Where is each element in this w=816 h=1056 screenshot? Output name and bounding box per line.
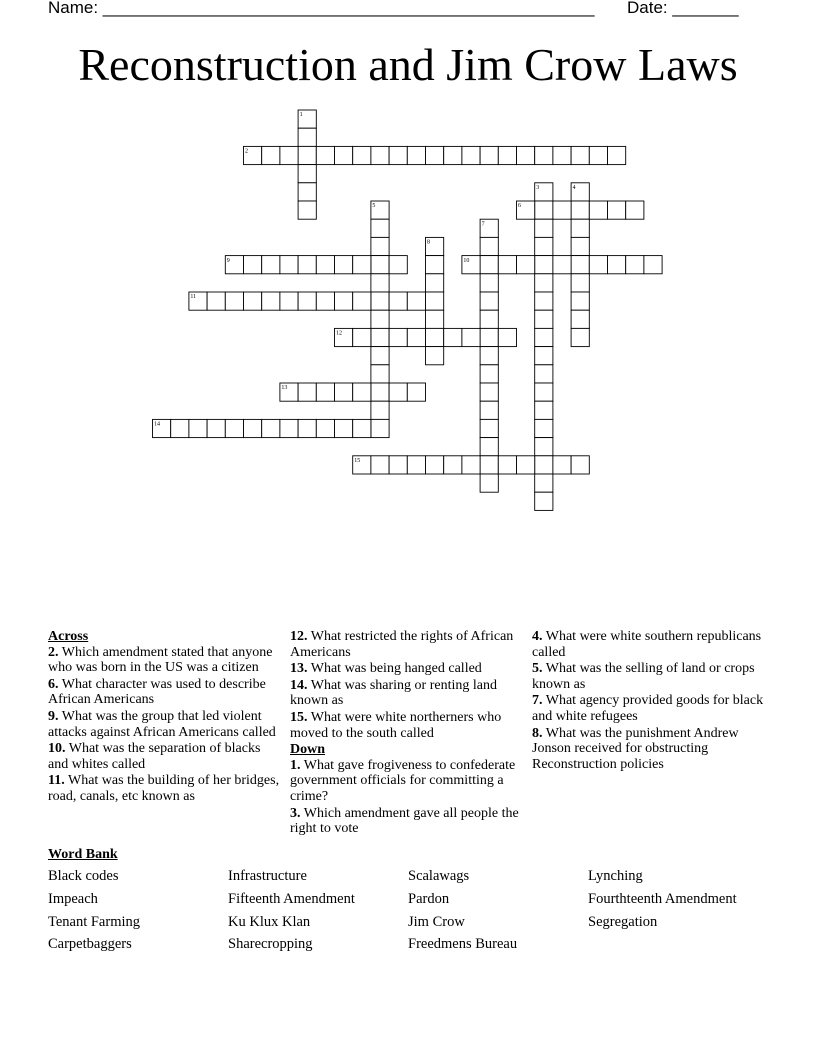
crossword-cell[interactable]: [444, 456, 462, 474]
clue-across-11: 11. What was the building of her bridges, road, canals, etc known as: [48, 773, 280, 804]
crossword-cell[interactable]: [480, 292, 498, 310]
clue-down-4: 4. What were white southern republicans called: [532, 629, 762, 660]
clue-across-9: 9. What was the group that led violent attacks against African Americans called: [48, 708, 276, 740]
crossword-cell[interactable]: [480, 474, 498, 492]
crossword-cell[interactable]: [426, 328, 444, 346]
crossword-cell[interactable]: [571, 201, 589, 219]
crossword-cell[interactable]: [353, 419, 371, 437]
across-heading: Across: [48, 629, 89, 644]
clue-number-label: 9: [226, 257, 230, 264]
crossword-cell[interactable]: [407, 383, 425, 401]
clue-across-6: 6. What character was used to describe African Americans: [48, 676, 266, 708]
crossword-cell[interactable]: [371, 310, 389, 328]
clues-column-1: [48, 629, 282, 806]
crossword-cell[interactable]: [335, 383, 353, 401]
crossword-cell[interactable]: [498, 146, 516, 164]
crossword-cell[interactable]: [589, 201, 607, 219]
crossword-cell[interactable]: [480, 146, 498, 164]
clue-down-8: 8. What was the punishment Andrew Jonson received for obstructing Reconstruction policies: [532, 725, 739, 772]
crossword-cell[interactable]: [389, 256, 407, 274]
crossword-cell[interactable]: [480, 365, 498, 383]
crossword-cell[interactable]: [389, 328, 407, 346]
crossword-cell[interactable]: [316, 146, 334, 164]
clue-across-10: 10. What was the separation of blacks and whites called: [48, 741, 261, 772]
clue-across-14: 14. What was sharing or renting land known as: [290, 677, 497, 709]
clue-down-1: 1. What gave frogiveness to confederate government officials for committing a crime?: [290, 757, 516, 804]
crossword-cell[interactable]: [189, 419, 207, 437]
crossword-cell[interactable]: [589, 146, 607, 164]
clue-across-12: 12. What restricted the rights of African Americans: [290, 629, 514, 660]
crossword-cell[interactable]: [335, 419, 353, 437]
clues-column-3: [532, 629, 768, 773]
word-bank-item: Jim Crow: [408, 914, 465, 930]
crossword-cell[interactable]: [480, 237, 498, 255]
date-field-label: Date: _______: [627, 0, 739, 17]
crossword-cell[interactable]: [335, 146, 353, 164]
crossword-cell[interactable]: [371, 383, 389, 401]
clues-column-2: [290, 629, 522, 838]
clue-number-label: 12: [336, 330, 342, 337]
crossword-cell[interactable]: [462, 146, 480, 164]
crossword-cell[interactable]: [371, 237, 389, 255]
crossword-cell[interactable]: [480, 328, 498, 346]
clue-number-label: 3: [536, 185, 540, 191]
word-bank-item: Black codes: [48, 868, 119, 884]
word-bank-item: Scalawags: [408, 868, 470, 884]
clue-number-label: 5: [372, 203, 376, 210]
word-bank-heading: Word Bank: [48, 847, 118, 862]
down-heading: Down: [290, 742, 326, 758]
clue-number-label: 13: [281, 385, 288, 392]
crossword-cell[interactable]: [353, 256, 371, 274]
crossword-cell[interactable]: [571, 456, 589, 474]
word-bank-item: Segregation: [588, 914, 658, 930]
crossword-cell[interactable]: [225, 419, 243, 437]
crossword-cell[interactable]: [553, 201, 571, 219]
crossword-cell[interactable]: [280, 292, 298, 310]
crossword-cell[interactable]: [298, 419, 316, 437]
crossword-cell[interactable]: [207, 419, 225, 437]
crossword-cell[interactable]: [608, 256, 626, 274]
clue-number-label: 2: [245, 148, 248, 155]
crossword-cell[interactable]: [444, 146, 462, 164]
crossword-cell[interactable]: [207, 292, 225, 310]
crossword-cell[interactable]: [316, 256, 334, 274]
word-bank-item: Lynching: [588, 868, 643, 884]
crossword-cell[interactable]: [371, 219, 389, 237]
crossword-cell[interactable]: [535, 365, 553, 383]
crossword-cell[interactable]: [389, 456, 407, 474]
word-bank-item: Carpetbaggers: [48, 936, 132, 952]
crossword-cell[interactable]: [298, 165, 316, 183]
crossword-cell[interactable]: [335, 256, 353, 274]
crossword-cell[interactable]: [407, 292, 425, 310]
clue-across-2: 2. Which amendment stated that anyone who was born in the US was a citizen: [48, 644, 273, 676]
crossword-cell[interactable]: [316, 383, 334, 401]
crossword-cell[interactable]: [462, 456, 480, 474]
word-bank-item: Sharecropping: [228, 936, 313, 952]
word-bank-item: Fifteenth Amendment: [228, 891, 355, 907]
crossword-cell[interactable]: [426, 146, 444, 164]
crossword-cell[interactable]: [608, 201, 626, 219]
crossword-cell[interactable]: [535, 328, 553, 346]
crossword-cell[interactable]: [298, 183, 316, 201]
clue-number-label: 7: [481, 221, 485, 228]
crossword-cell[interactable]: [262, 419, 280, 437]
crossword-cell[interactable]: [535, 146, 553, 164]
crossword-cell[interactable]: [262, 146, 280, 164]
crossword-cell[interactable]: [353, 328, 371, 346]
crossword-cell[interactable]: [553, 256, 571, 274]
crossword-cell[interactable]: [480, 438, 498, 456]
crossword-cell[interactable]: [298, 146, 316, 164]
crossword-cell[interactable]: [426, 456, 444, 474]
crossword-cell[interactable]: [298, 201, 316, 219]
clue-number-label: 14: [154, 421, 160, 428]
crossword-cell[interactable]: [353, 383, 371, 401]
crossword-cell[interactable]: [626, 256, 644, 274]
crossword-cell[interactable]: [426, 256, 444, 274]
clue-number-label: 8: [427, 239, 430, 246]
crossword-cell[interactable]: [517, 456, 535, 474]
crossword-cell[interactable]: [462, 328, 480, 346]
crossword-cell[interactable]: [335, 292, 353, 310]
crossword-cell[interactable]: [426, 292, 444, 310]
crossword-cell[interactable]: [571, 310, 589, 328]
crossword-cell[interactable]: [480, 401, 498, 419]
word-bank-item: Infrastructure: [228, 868, 307, 884]
crossword-cell[interactable]: [407, 146, 425, 164]
crossword-cell[interactable]: [426, 274, 444, 292]
crossword-cell[interactable]: [535, 310, 553, 328]
crossword-cell[interactable]: [225, 292, 243, 310]
crossword-cell[interactable]: [535, 492, 553, 510]
word-bank-item: Fourthteenth Amendment: [588, 891, 737, 907]
crossword-cell[interactable]: [480, 456, 498, 474]
clue-number-label: 15: [354, 458, 361, 464]
crossword-cell[interactable]: [371, 328, 389, 346]
crossword-cell[interactable]: [480, 419, 498, 437]
crossword-cell[interactable]: [535, 347, 553, 365]
crossword-cell[interactable]: [498, 456, 516, 474]
crossword-cell[interactable]: [371, 401, 389, 419]
crossword-cell[interactable]: [371, 256, 389, 274]
crossword-cell[interactable]: [426, 310, 444, 328]
crossword-cell[interactable]: [498, 328, 516, 346]
crossword-cell[interactable]: [571, 292, 589, 310]
crossword-cell[interactable]: [553, 146, 571, 164]
clue-down-7: 7. What agency provided goods for black and white refugees: [532, 693, 764, 724]
word-bank-item: Pardon: [408, 891, 450, 907]
crossword-cell[interactable]: [535, 292, 553, 310]
crossword-cell[interactable]: [480, 274, 498, 292]
clue-number-label: 6: [518, 203, 521, 210]
crossword-cell[interactable]: [262, 292, 280, 310]
crossword-cell[interactable]: [280, 256, 298, 274]
crossword-cell[interactable]: [244, 419, 262, 437]
crossword-cell[interactable]: [589, 256, 607, 274]
clue-across-15: 15. What were white northerners who moved to the south called: [290, 709, 502, 741]
crossword-cell[interactable]: [498, 256, 516, 274]
crossword-cell[interactable]: [353, 292, 371, 310]
crossword-cell[interactable]: [262, 256, 280, 274]
crossword-cell[interactable]: [298, 256, 316, 274]
crossword-cell[interactable]: [517, 256, 535, 274]
crossword-cell[interactable]: [571, 237, 589, 255]
crossword-cell[interactable]: [571, 274, 589, 292]
crossword-cell[interactable]: [444, 328, 462, 346]
crossword-cell[interactable]: [371, 146, 389, 164]
crossword-cell[interactable]: [280, 146, 298, 164]
crossword-cell[interactable]: [316, 292, 334, 310]
crossword-cell[interactable]: [407, 328, 425, 346]
crossword-cell[interactable]: [480, 310, 498, 328]
clue-number-label: 11: [190, 294, 197, 301]
crossword-cell[interactable]: [571, 328, 589, 346]
crossword-cell[interactable]: [371, 347, 389, 365]
crossword-cell[interactable]: [480, 347, 498, 365]
crossword-cell[interactable]: [571, 219, 589, 237]
word-bank-item: Ku Klux Klan: [228, 914, 311, 930]
crossword-cell[interactable]: [389, 383, 407, 401]
clue-down-5: 5. What was the selling of land or crops known as: [532, 661, 755, 692]
crossword-cell[interactable]: [535, 456, 553, 474]
crossword-cell[interactable]: [535, 201, 553, 219]
crossword-cell[interactable]: [371, 419, 389, 437]
word-bank-item: Tenant Farming: [48, 914, 141, 930]
crossword-cell[interactable]: [244, 292, 262, 310]
crossword-cell[interactable]: [480, 383, 498, 401]
crossword-cell[interactable]: [298, 383, 316, 401]
crossword-cell[interactable]: [389, 146, 407, 164]
word-bank-item: Freedmens Bureau: [408, 936, 518, 952]
crossword-cell[interactable]: [535, 419, 553, 437]
crossword-cell[interactable]: [371, 292, 389, 310]
crossword-cell[interactable]: [571, 256, 589, 274]
crossword-cell[interactable]: [316, 419, 334, 437]
crossword-cell[interactable]: [244, 256, 262, 274]
name-field-label: Name: ____________________________________________________: [48, 0, 595, 17]
crossword-cell[interactable]: [298, 128, 316, 146]
crossword-cell[interactable]: [280, 419, 298, 437]
crossword-cell[interactable]: [371, 365, 389, 383]
clue-number-label: 1: [299, 112, 303, 119]
crossword-cell[interactable]: [535, 274, 553, 292]
page-title: Reconstruction and Jim Crow Laws: [78, 39, 738, 90]
crossword-cell[interactable]: [626, 201, 644, 219]
crossword-cell[interactable]: [480, 256, 498, 274]
crossword-cell[interactable]: [535, 474, 553, 492]
crossword-cell[interactable]: [644, 256, 662, 274]
crossword-cell[interactable]: [426, 347, 444, 365]
clue-number-label: 4: [572, 185, 576, 191]
crossword-cell[interactable]: [571, 146, 589, 164]
crossword-cell[interactable]: [389, 292, 407, 310]
crossword-cell[interactable]: [298, 292, 316, 310]
crossword-cell[interactable]: [535, 401, 553, 419]
crossword-cell[interactable]: [535, 438, 553, 456]
clue-number-label: 10: [463, 257, 470, 264]
clue-across-13: 13. What was being hanged called: [290, 661, 482, 677]
crossword-cell[interactable]: [535, 237, 553, 255]
clue-down-3: 3. Which amendment gave all people the right to vote: [290, 805, 519, 837]
crossword-cell[interactable]: [535, 256, 553, 274]
crossword-cell[interactable]: [517, 146, 535, 164]
crossword-cell[interactable]: [553, 456, 571, 474]
crossword-cell[interactable]: [407, 456, 425, 474]
word-bank-item: Impeach: [48, 891, 98, 907]
crossword-cell[interactable]: [353, 146, 371, 164]
crossword-cell[interactable]: [608, 146, 626, 164]
crossword-cell[interactable]: [371, 274, 389, 292]
crossword-cell[interactable]: [535, 219, 553, 237]
crossword-cell[interactable]: [371, 456, 389, 474]
crossword-cell[interactable]: [171, 419, 189, 437]
crossword-cell[interactable]: [535, 383, 553, 401]
